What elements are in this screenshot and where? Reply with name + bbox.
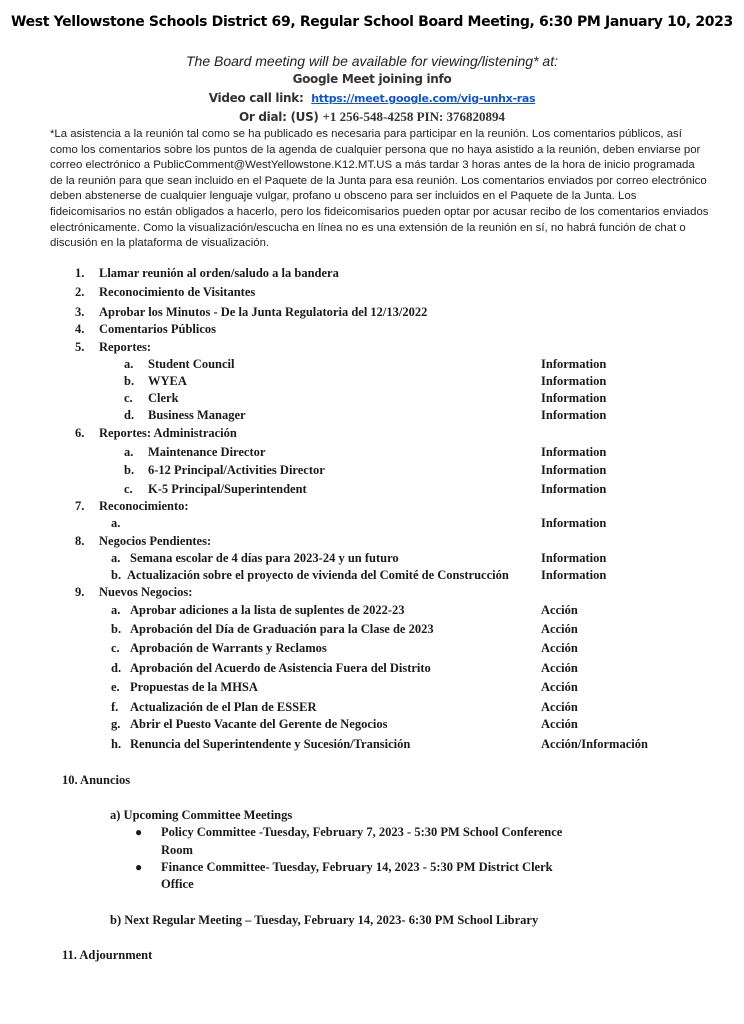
agenda-subitem: a. bbox=[111, 516, 121, 530]
agenda-item-8: 8. Negocios Pendientes: bbox=[75, 534, 212, 548]
next-meeting: b) Next Regular Meeting – Tuesday, February 14, 2023- 6:30 PM School Library bbox=[110, 913, 539, 927]
meeting-item: Policy Committee -Tuesday, February 7, 2023 - 5:30 PM School Conference bbox=[161, 825, 563, 839]
status-label: Information bbox=[541, 482, 607, 496]
viewing-notice: The Board meeting will be available for viewing/listening* at: bbox=[186, 53, 558, 69]
status-label: Acción bbox=[541, 717, 578, 731]
agenda-item-5: 5. Reportes: bbox=[75, 340, 152, 354]
agenda-subitem: g. Abrir el Puesto Vacante del Gerente de Negocios bbox=[111, 717, 388, 731]
upcoming-meetings-heading: a) Upcoming Committee Meetings bbox=[110, 808, 293, 822]
document-title: West Yellowstone Schools District 69, Regular School Board Meeting, 6:30 PM January 10, 2023 bbox=[11, 14, 733, 30]
status-label: Acción/Información bbox=[541, 737, 648, 751]
meeting-item-cont: Room bbox=[161, 843, 193, 857]
agenda-subitem: e. Propuestas de la MHSA bbox=[111, 680, 258, 694]
google-meet-label: Google Meet joining info bbox=[292, 72, 452, 86]
agenda-item-3: 3. Aprobar los Minutos - De la Junta Regulatoria del 12/13/2022 bbox=[75, 305, 428, 319]
status-label: Acción bbox=[541, 622, 578, 636]
video-call-link[interactable]: https://meet.google.com/vig-unhx-ras bbox=[311, 92, 536, 105]
agenda-subitem: c. Aprobación de Warrants y Reclamos bbox=[111, 641, 327, 655]
agenda-subitem: c. Clerk bbox=[124, 391, 179, 405]
agenda-subitem: c. K-5 Principal/Superintendent bbox=[124, 482, 307, 496]
status-label: Information bbox=[541, 568, 607, 582]
agenda-subitem: b. 6-12 Principal/Activities Director bbox=[124, 463, 325, 477]
agenda-item-7: 7. Reconocimiento: bbox=[75, 499, 189, 513]
agenda-item-2: 2. Reconocimiento de Visitantes bbox=[75, 285, 256, 299]
video-call-label: Video call link: bbox=[208, 91, 304, 105]
agenda-item-9: 9. Nuevos Negocios: bbox=[75, 585, 193, 599]
bullet-icon: ● bbox=[135, 825, 143, 839]
status-label: Acción bbox=[541, 680, 578, 694]
dial-label: Or dial: (US) bbox=[238, 110, 319, 124]
video-call-line bbox=[0, 91, 744, 105]
bullet-icon: ● bbox=[135, 860, 143, 874]
status-label: Information bbox=[541, 391, 607, 405]
attendance-notice: *La asistencia a la reunión tal como se ha publicado es necesaria para participar en la reunión. Los comentarios públicos, así como los comentarios sobre los puntos de la agenda de cualquier persona que no haya asistido a la reunión, deben enviarse por correo electrónico a PublicComment@WestYellowstone.K12.MT.US a más tardar 3 horas antes de la hora de inicio programada de la reunión para que sean incluido en el Paquete de la Junta para esa reunión. Los comentarios enviados por correo electrónico deben abstenerse de cualquier lenguaje vulgar, profano u obsceno para ser incluidos en el Paquete de la Junta. Los fideicomisarios no están obligados a hacerlo, pero los fideicomisarios pueden optar por acusar recibo de los comentarios enviados electrónicamente. Como la visualización/escucha en línea no es una extensión de la reunión en sí, no habrá función de chat o discusión en la plataforma de visualización. bbox=[50, 128, 709, 250]
meeting-item: Finance Committee- Tuesday, February 14, 2023 - 5:30 PM District Clerk bbox=[161, 860, 553, 874]
status-label: Information bbox=[541, 463, 607, 477]
agenda-subitem: d. Business Manager bbox=[124, 408, 246, 422]
agenda-subitem: b. Actualización sobre el proyecto de vivienda del Comité de Construcción bbox=[111, 568, 509, 582]
status-label: Acción bbox=[541, 700, 578, 714]
agenda-subitem: f. Actualización de el Plan de ESSER bbox=[111, 700, 317, 714]
agenda-subitem: a. Maintenance Director bbox=[124, 445, 266, 459]
status-label: Information bbox=[541, 374, 607, 388]
status-label: Information bbox=[541, 551, 607, 565]
adjournment: 11. Adjournment bbox=[62, 948, 153, 962]
agenda-subitem: a. Aprobar adiciones a la lista de suplentes de 2022-23 bbox=[111, 603, 405, 617]
status-label: Acción bbox=[541, 641, 578, 655]
agenda-subitem: d. Aprobación del Acuerdo de Asistencia Fuera del Distrito bbox=[111, 661, 431, 675]
agenda-subitem: b. Aprobación del Día de Graduación para la Clase de 2023 bbox=[111, 622, 434, 636]
status-label: Acción bbox=[541, 603, 578, 617]
dial-line bbox=[0, 109, 744, 125]
status-label: Information bbox=[541, 516, 607, 530]
status-label: Information bbox=[541, 357, 607, 371]
status-label: Information bbox=[541, 445, 607, 459]
dial-number: +1 256-548-4258 PIN: 376820894 bbox=[322, 109, 506, 124]
agenda-item-6: 6. Reportes: Administración bbox=[75, 426, 237, 440]
meeting-item-cont: Office bbox=[161, 877, 194, 891]
announcements-heading: 10. Anuncios bbox=[62, 773, 131, 787]
agenda-item-4: 4. Comentarios Públicos bbox=[75, 322, 217, 336]
agenda-subitem: h. Renuncia del Superintendente y Sucesión/Transición bbox=[111, 737, 411, 751]
agenda-item-1: 1. Llamar reunión al orden/saludo a la bandera bbox=[75, 266, 339, 280]
status-label: Information bbox=[541, 408, 607, 422]
status-label: Acción bbox=[541, 661, 578, 675]
agenda-subitem: a. Student Council bbox=[124, 357, 235, 371]
agenda-subitem: a. Semana escolar de 4 días para 2023-24 y un futuro bbox=[111, 551, 399, 565]
agenda-subitem: b. WYEA bbox=[124, 374, 187, 388]
